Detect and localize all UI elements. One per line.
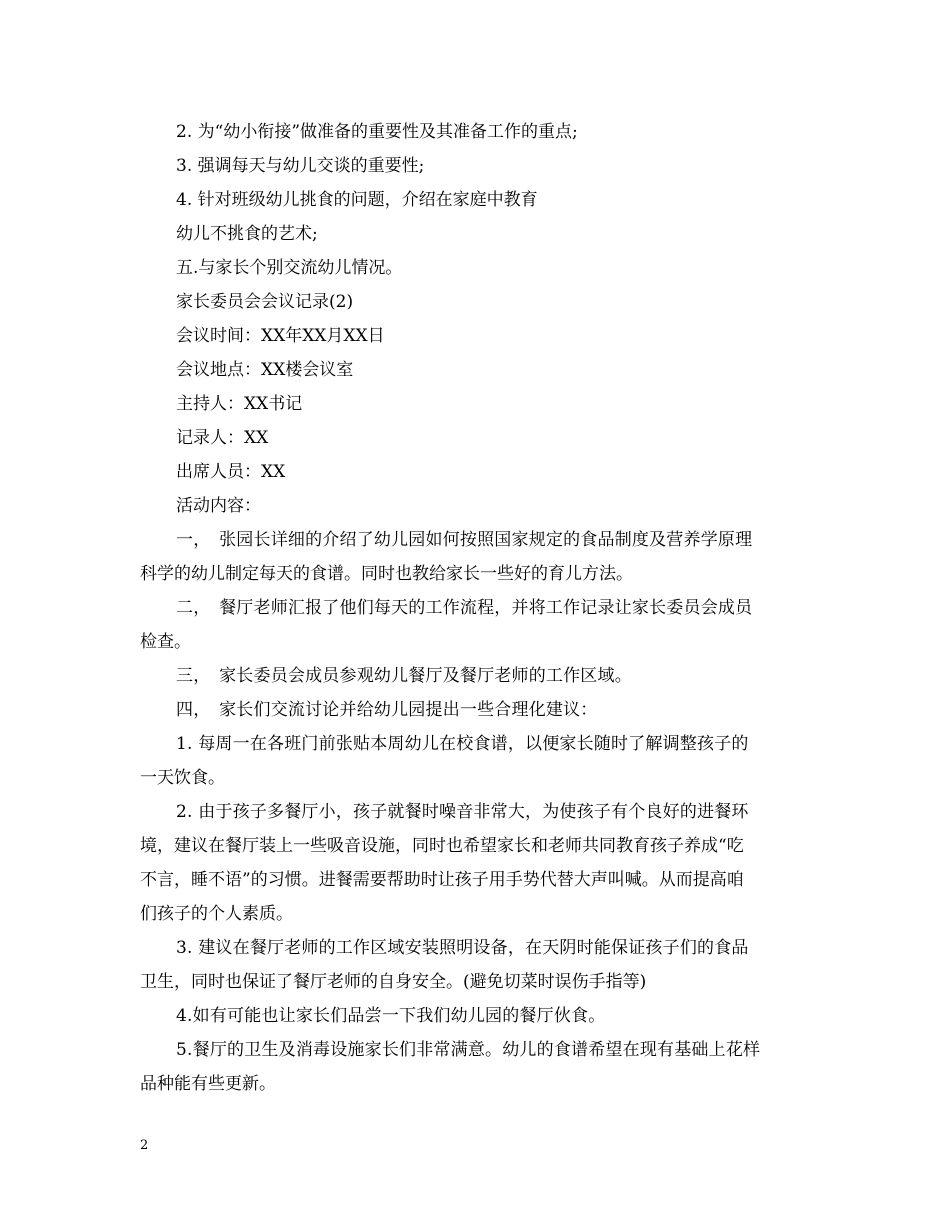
text-line: 四， 家长们交流讨论并给幼儿园提出一些合理化建议：: [176, 700, 598, 720]
text-line: 境，建议在餐厅装上一些吸音设施，同时也希望家长和老师共同教育孩子养成“吃: [140, 836, 744, 856]
text-line: 活动内容：: [176, 496, 261, 516]
text-line: 卫生，同时也保证了餐厅老师的自身安全。(避免切菜时误伤手指等): [140, 972, 647, 992]
text-line: 5.餐厅的卫生及消毒设施家长们非常满意。幼儿的食谱希望在现有基础上花样: [176, 1040, 761, 1060]
text-line: 五.与家长个别交流幼儿情况。: [176, 258, 403, 278]
text-line: 4. 针对班级幼儿挑食的问题，介绍在家庭中教育: [176, 190, 538, 210]
text-line: 2. 为“幼小衔接”做准备的重要性及其准备工作的重点;: [176, 122, 578, 142]
text-line: 1. 每周一在各班门前张贴本周幼儿在校食谱，以便家长随时了解调整孩子的: [176, 734, 749, 754]
text-line: 2. 由于孩子多餐厅小，孩子就餐时噪音非常大，为使孩子有个良好的进餐环: [176, 802, 749, 822]
text-line: 一， 张园长详细的介绍了幼儿园如何按照国家规定的食品制度及营养学原理: [176, 530, 753, 550]
text-line: 科学的幼儿制定每天的食谱。同时也教给家长一些好的育儿方法。: [140, 564, 633, 584]
text-line: 出席人员：XX: [176, 462, 286, 482]
text-line: 二， 餐厅老师汇报了他们每天的工作流程，并将工作记录让家长委员会成员: [176, 598, 753, 618]
text-line: 三， 家长委员会成员参观幼儿餐厅及餐厅老师的工作区域。: [176, 666, 632, 686]
text-line: 一天饮食。: [140, 768, 225, 788]
text-line: 3. 强调每天与幼儿交谈的重要性;: [176, 156, 425, 176]
text-line: 记录人：XX: [176, 428, 269, 448]
text-line: 会议地点：XX楼会议室: [176, 360, 354, 380]
text-line: 家长委员会会议记录(2): [176, 292, 354, 312]
text-line: 们孩子的个人素质。: [140, 904, 293, 924]
text-line: 幼儿不挑食的艺术;: [176, 224, 318, 244]
text-line: 4.如有可能也让家长们品尝一下我们幼儿园的餐厅伙食。: [176, 1006, 606, 1026]
text-line: 检查。: [140, 632, 191, 652]
document-body: [140, 115, 810, 1101]
text-line: 主持人：XX书记: [176, 394, 303, 414]
text-line: 不言，睡不语”的习惯。进餐需要帮助时让孩子用手势代替大声叫喊。从而提高咱: [140, 870, 744, 890]
text-line: 品种能有些更新。: [140, 1074, 276, 1094]
text-line: 3. 建议在餐厅老师的工作区域安装照明设备，在天阴时能保证孩子们的食品: [176, 938, 749, 958]
page-number: 2: [140, 1138, 149, 1153]
text-line: 会议时间：XX年XX月XX日: [176, 326, 385, 346]
